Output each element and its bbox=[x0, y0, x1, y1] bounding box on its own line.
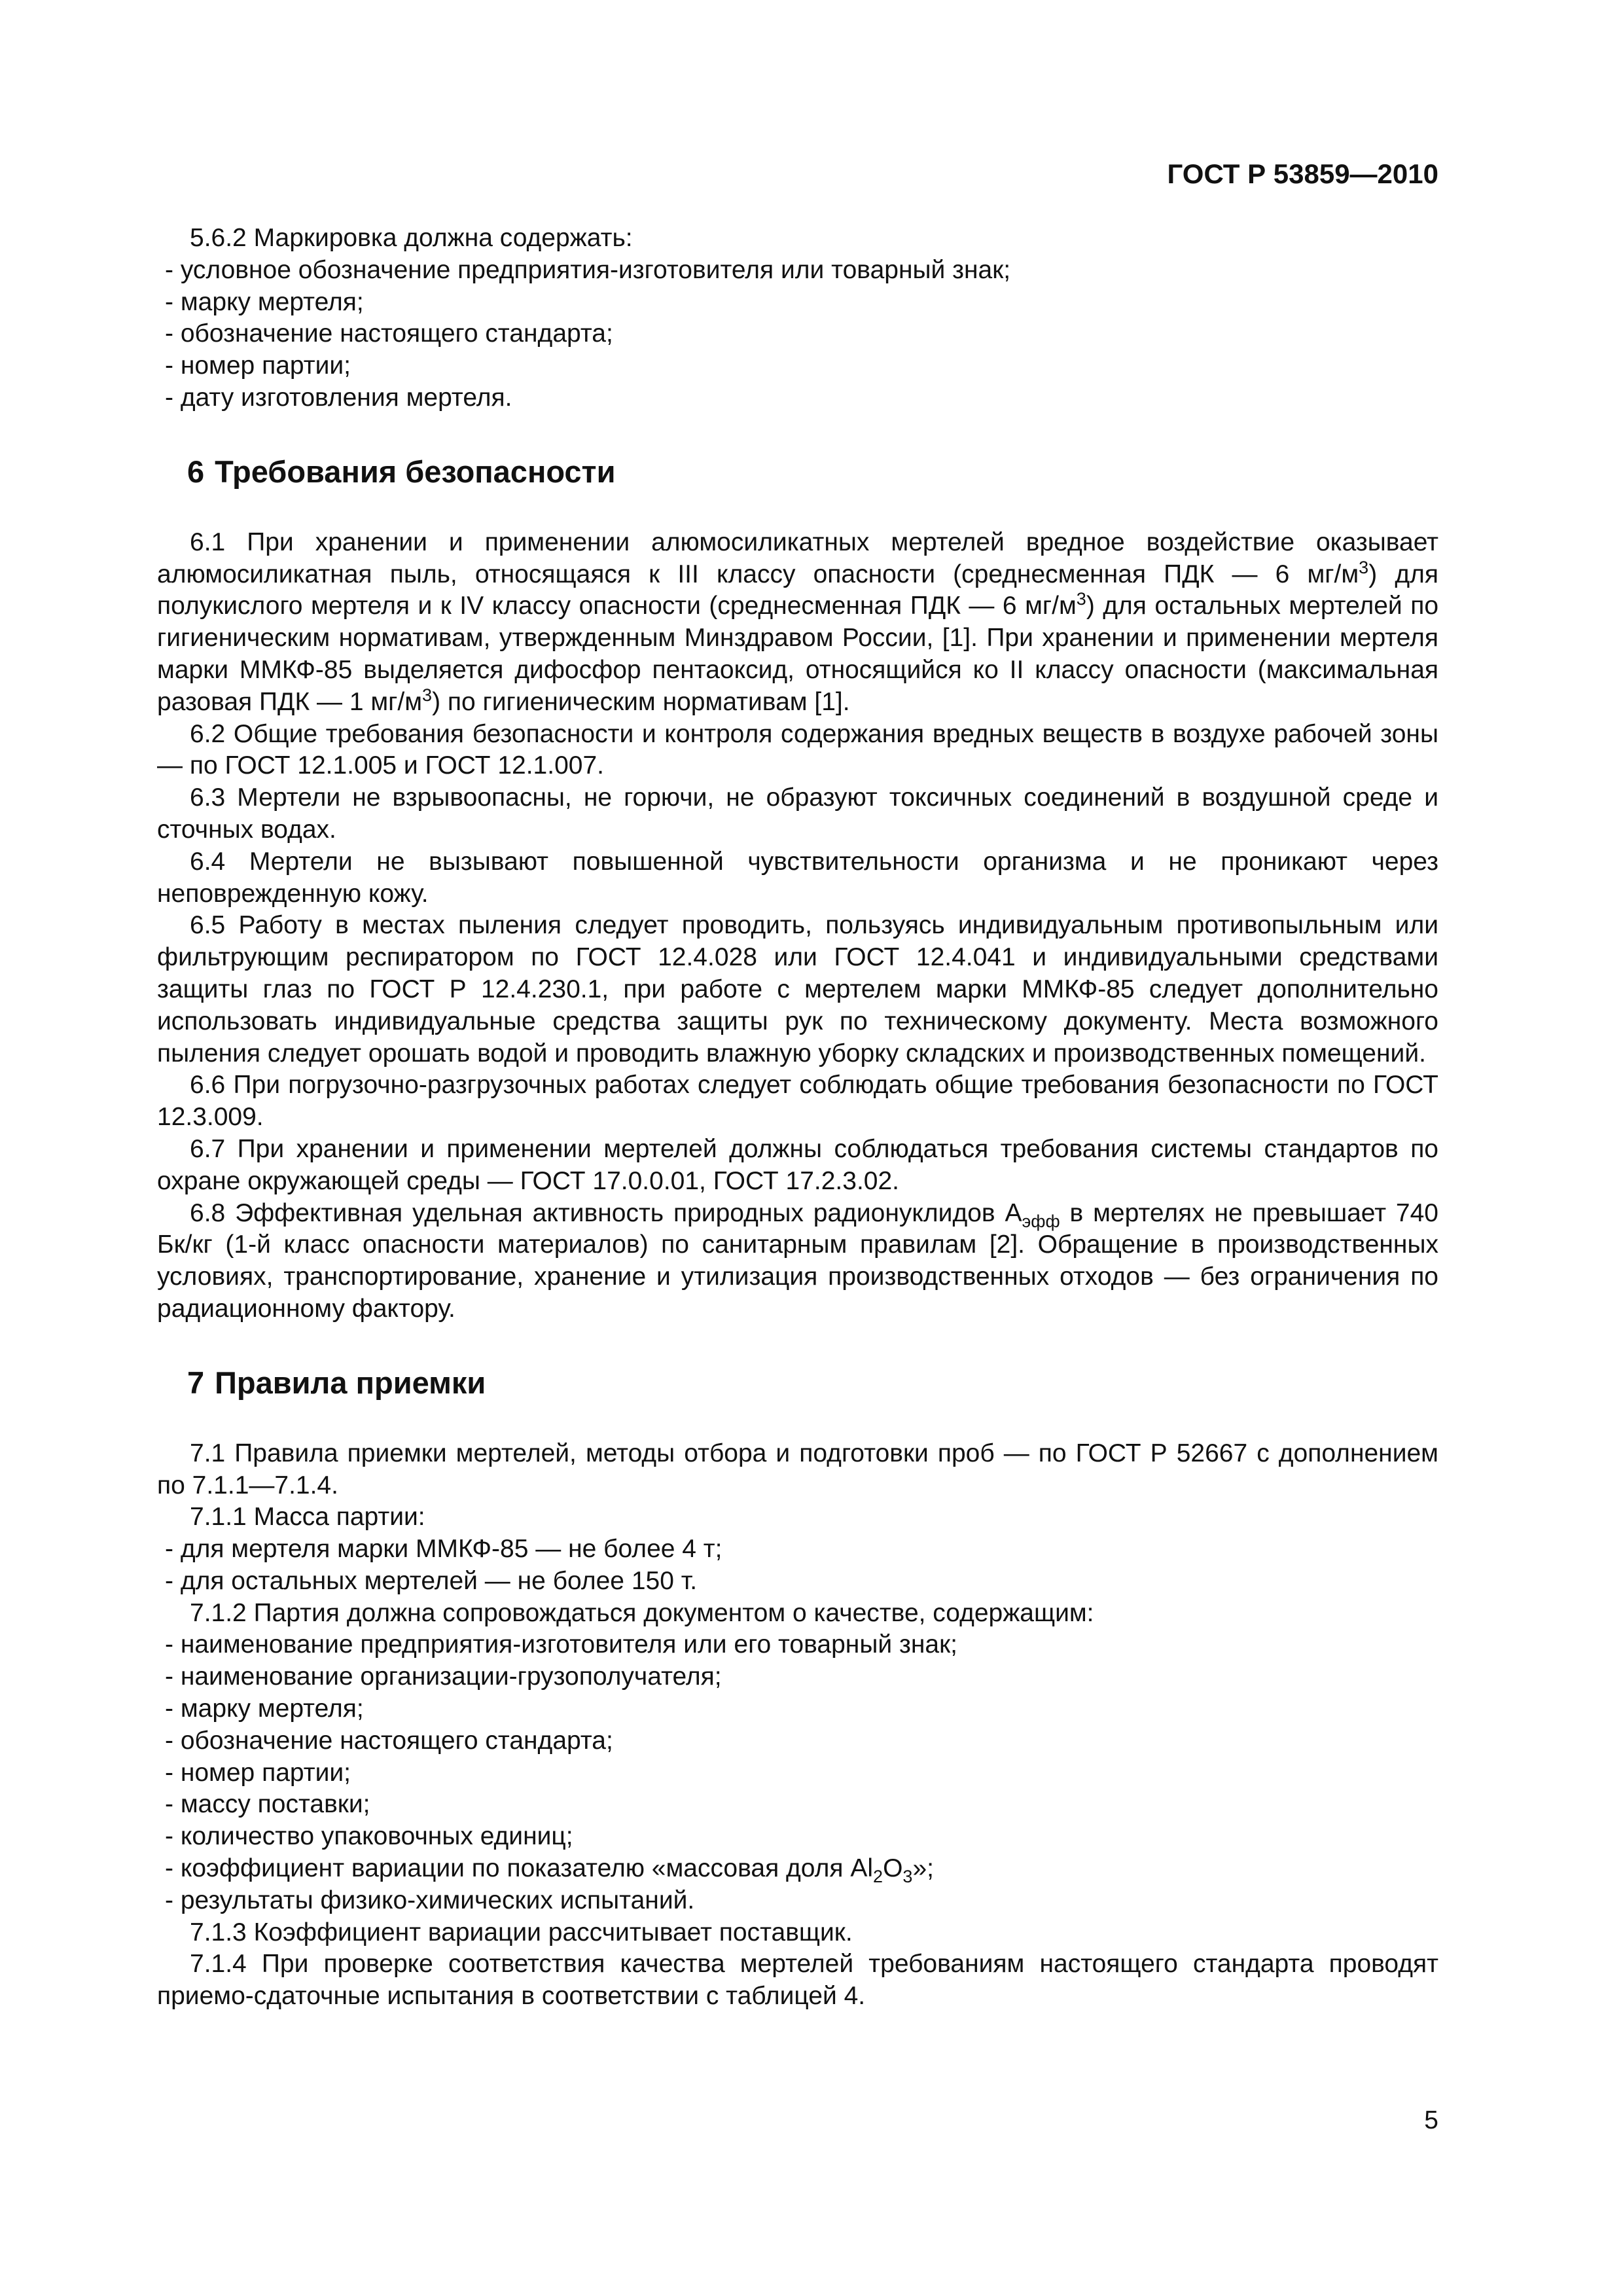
list-item: - условное обозначение предприятия-изготовителя или товарный знак; bbox=[165, 255, 1011, 284]
text-run: ) по гигиеническим нормативам [1]. bbox=[432, 687, 850, 716]
document-header: ГОСТ Р 53859—2010 bbox=[1167, 158, 1438, 189]
subscript: 2 bbox=[873, 1866, 883, 1886]
section-number: 7 bbox=[187, 1365, 205, 1400]
list-item: - для остальных мертелей — не более 150 т. bbox=[165, 1566, 698, 1595]
section-6-heading bbox=[187, 454, 1438, 490]
list-item: - количество упаковочных единиц; bbox=[165, 1822, 573, 1851]
text-run: в мертелях не превышает 740 Бк/кг (1-й класс опасности материалов) по санитарным правилам [2]. Обращение в производственных условиях, транспортирование, хранение и утилизация производственных отходов — без ограничения по радиационному фактору. bbox=[157, 1198, 1438, 1323]
list-item bbox=[157, 1853, 1438, 1885]
text-run: 6.8 Эффективная удельная активность природных радионуклидов А bbox=[190, 1198, 1022, 1227]
list-item: - наименование организации-грузополучателя; bbox=[165, 1662, 722, 1691]
subscript: эфф bbox=[1022, 1211, 1060, 1231]
list-item: - марку мертеля; bbox=[165, 1695, 364, 1723]
clause-6-1 bbox=[157, 527, 1438, 719]
clause-6-2: 6.2 Общие требования безопасности и контроля содержания вредных веществ в воздухе рабочей зоны — по ГОСТ 12.1.005 и ГОСТ 12.1.007. bbox=[157, 719, 1438, 780]
superscript: 3 bbox=[1359, 557, 1369, 577]
clause-5-6-2-intro: 5.6.2 Маркировка должна содержать: bbox=[190, 224, 633, 252]
page-number: 5 bbox=[1424, 2106, 1438, 2134]
clause-6-4: 6.4 Мертели не вызывают повышенной чувствительности организма и не проникают через неповрежденную кожу. bbox=[157, 847, 1438, 908]
list-item: - номер партии; bbox=[165, 351, 351, 380]
text-run: - коэффициент вариации по показателю «массовая доля Al bbox=[165, 1854, 874, 1883]
list-item: - наименование предприятия-изготовителя или его товарный знак; bbox=[165, 1630, 957, 1659]
list-item: - обозначение настоящего стандарта; bbox=[165, 1726, 613, 1755]
text-run: 6.1 При хранении и применении алюмосиликатных мертелей вредное воздействие оказывает алюмосиликатная пыль, относящаяся к III классу опасности (среднесменная ПДК — 6 мг/м bbox=[157, 528, 1438, 588]
clause-6-6: 6.6 При погрузочно-разгрузочных работах следует соблюдать общие требования безопасности по ГОСТ 12.3.009. bbox=[157, 1071, 1438, 1132]
list-item: - результаты физико-химических испытаний. bbox=[165, 1886, 695, 1914]
text-run: »; bbox=[912, 1854, 934, 1883]
list-item: - для мертеля марки ММКФ-85 — не более 4 т; bbox=[165, 1535, 722, 1564]
text-run: ) для остальных мертелей по гигиеническим нормативам, утвержденным Минздравом России, [1]. При хранении и применении мертеля марки ММКФ-85 выделяется дифосфор пентаоксид, относящийся ко II классу опасности (максимальная разовая ПДК — 1 мг/м bbox=[157, 592, 1439, 716]
section-7-heading bbox=[187, 1365, 1438, 1401]
clause-6-5: 6.5 Работу в местах пыления следует проводить, пользуясь индивидуальным противопыльным или фильтрующим респиратором по ГОСТ 12.4.028 или ГОСТ 12.4.041 и индивидуальными средствами защиты глаз по ГОСТ Р 12.4.230.1, при работе с мертелем марки ММКФ-85 следует дополнительно использовать индивидуальные средства защиты рук по техническому документу. Места возможного пыления следует орошать водой и проводить влажную уборку складских и производственных помещений. bbox=[157, 911, 1438, 1067]
clause-7-1-3: 7.1.3 Коэффициент вариации рассчитывает поставщик. bbox=[190, 1918, 853, 1946]
clause-6-8 bbox=[157, 1198, 1438, 1325]
list-item: - массу поставки; bbox=[165, 1790, 370, 1819]
clause-6-7: 6.7 При хранении и применении мертелей должны соблюдаться требования системы стандартов по охране окружающей среды — ГОСТ 17.0.0.01, ГОСТ 17.2.3.02. bbox=[157, 1134, 1438, 1195]
list-item: - марку мертеля; bbox=[165, 287, 364, 316]
list-item: - дату изготовления мертеля. bbox=[165, 383, 512, 412]
clause-7-1-4: 7.1.4 При проверке соответствия качества мертелей требованиям настоящего стандарта проводят приемо-сдаточные испытания в соответствии с таблицей 4. bbox=[157, 1950, 1438, 2011]
list-item: - номер партии; bbox=[165, 1758, 351, 1787]
text-run: ) для полукислого мертеля и к IV классу опасности (среднесменная ПДК — 6 мг/м bbox=[157, 560, 1438, 620]
clause-7-1: 7.1 Правила приемки мертелей, методы отбора и подготовки проб — по ГОСТ Р 52667 с дополнением по 7.1.1—7.1.4. bbox=[157, 1439, 1438, 1499]
page-content bbox=[157, 223, 1438, 2013]
section-title: Правила приемки bbox=[215, 1365, 486, 1400]
clause-7-1-1: 7.1.1 Масса партии: bbox=[190, 1503, 425, 1532]
superscript: 3 bbox=[422, 685, 433, 705]
section-title: Требования безопасности bbox=[215, 454, 616, 489]
text-run: O bbox=[883, 1854, 903, 1883]
subscript: 3 bbox=[902, 1866, 913, 1886]
section-number: 6 bbox=[187, 454, 205, 489]
clause-7-1-2: 7.1.2 Партия должна сопровождаться документом о качестве, содержащим: bbox=[190, 1598, 1094, 1627]
list-item: - обозначение настоящего стандарта; bbox=[165, 319, 613, 348]
superscript: 3 bbox=[1076, 589, 1086, 609]
clause-6-3: 6.3 Мертели не взрывоопасны, не горючи, не образуют токсичных соединений в воздушной среде и сточных водах. bbox=[157, 783, 1438, 844]
